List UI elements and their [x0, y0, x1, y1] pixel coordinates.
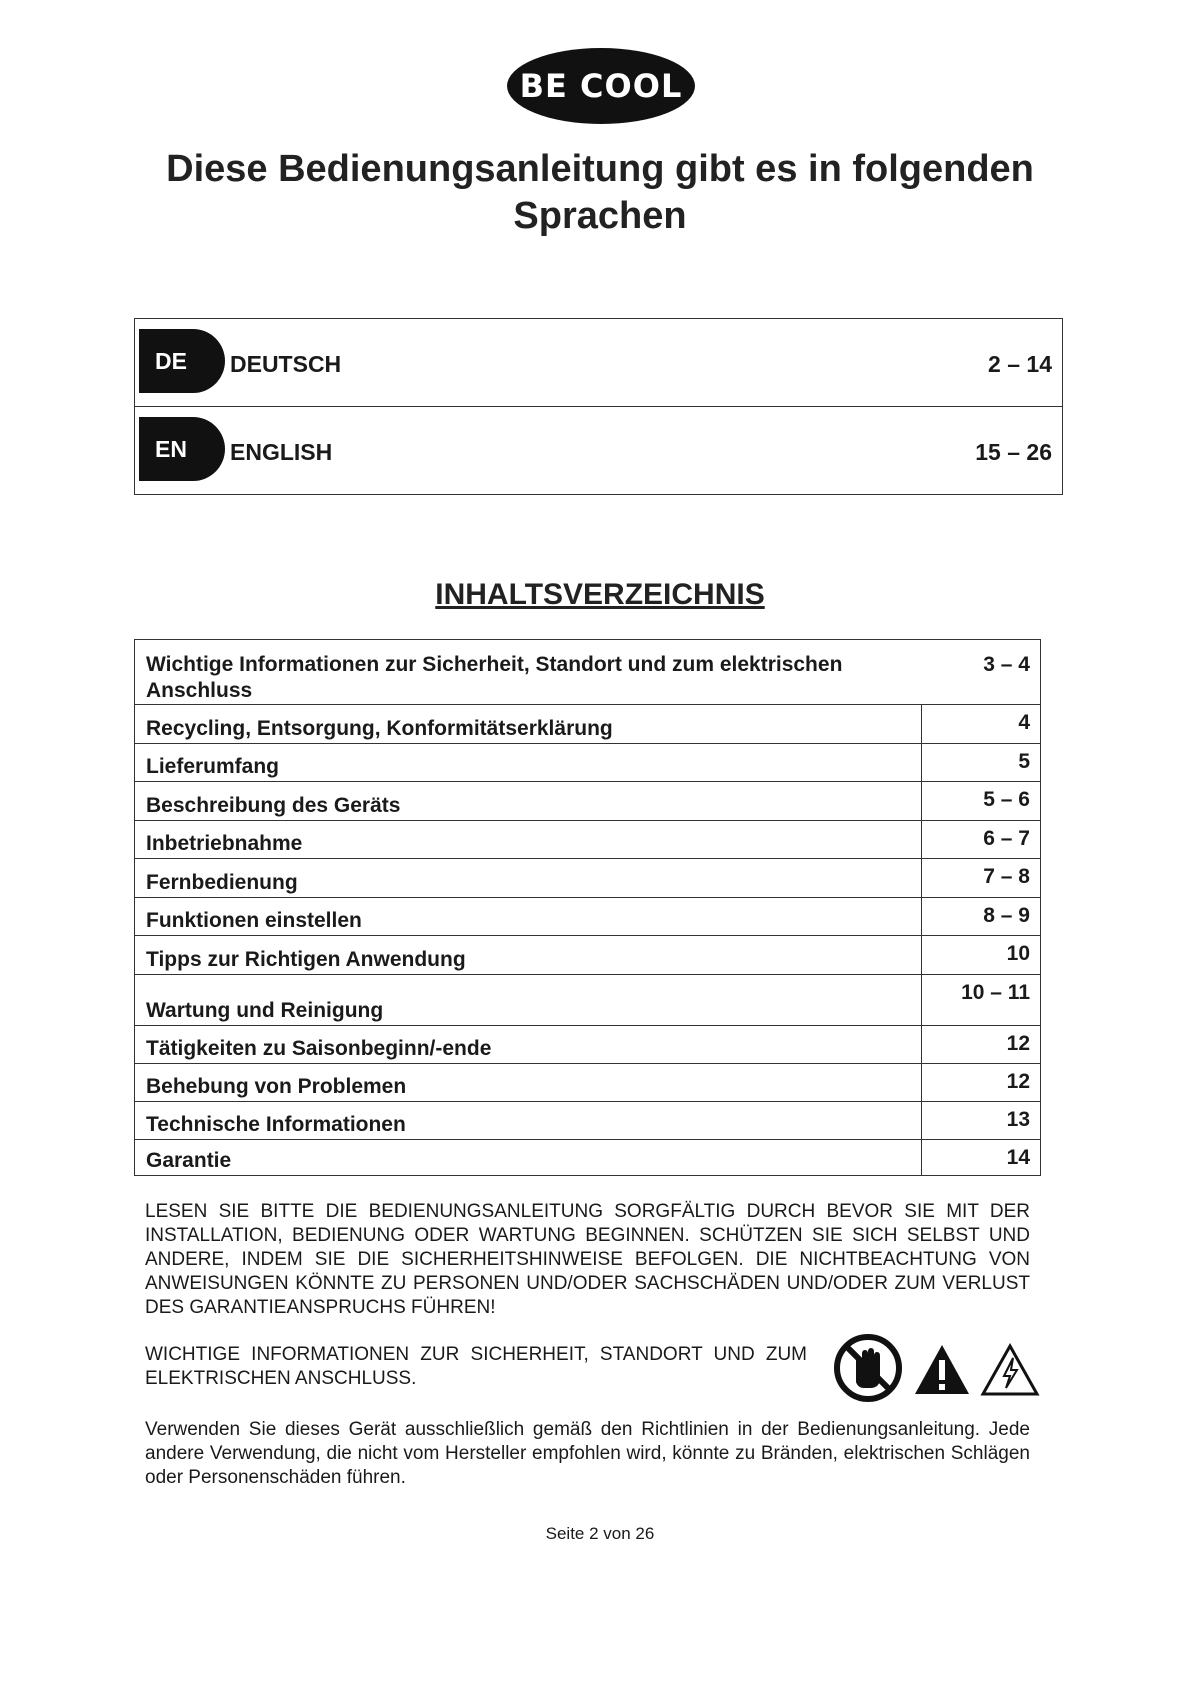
toc-title: Technische Informationen: [146, 1113, 406, 1136]
toc-pages: 10 – 11: [961, 981, 1030, 1004]
toc-pages: 7 – 8: [983, 865, 1030, 888]
toc-title: Recycling, Entsorgung, Konformitätserklärung: [146, 717, 613, 740]
toc-row: [135, 743, 1040, 781]
toc-pages: 14: [1006, 1146, 1030, 1169]
toc-pages: 3 – 4: [983, 653, 1030, 676]
toc-row: [135, 1063, 1040, 1101]
toc-row: [135, 704, 1040, 743]
language-pages: 2 – 14: [988, 351, 1052, 377]
toc-title: Lieferumfang: [146, 755, 280, 778]
toc-row: [135, 897, 1040, 935]
toc-title: Behebung von Problemen: [146, 1075, 407, 1098]
toc-pages: 5 – 6: [983, 788, 1030, 811]
language-name: DEUTSCH: [230, 351, 342, 377]
no-touch-icon: [832, 1332, 904, 1404]
electric-hazard-icon: [980, 1342, 1040, 1398]
toc-pages: 12: [1006, 1070, 1030, 1093]
toc-table: [134, 639, 1041, 1176]
toc-title: Garantie: [146, 1149, 232, 1172]
toc-title: Funktionen einstellen: [146, 909, 362, 932]
toc-title: Tätigkeiten zu Saisonbeginn/-ende: [146, 1037, 492, 1060]
toc-row: [135, 781, 1040, 820]
toc-pages: 10: [1006, 942, 1030, 965]
usage-paragraph: Verwenden Sie dieses Gerät ausschließlich gemäß den Richtlinien in der Bedienungsanleitung. Jede andere Verwendung, die nicht vom Hersteller empfohlen wird, könnte zu Bränden, elektrischen Schlägen oder Personenschäden führen.: [145, 1419, 1030, 1488]
language-row-de: [135, 319, 1062, 407]
toc-heading: INHALTSVERZEICHNIS: [435, 578, 765, 611]
language-pages: 15 – 26: [975, 439, 1052, 465]
language-code-badge: EN: [139, 417, 225, 481]
language-table: [134, 318, 1063, 495]
toc-title: Tipps zur Richtigen Anwendung: [146, 948, 466, 971]
page-footer: Seite 2 von 26: [545, 1524, 655, 1543]
brand-logo: [507, 48, 695, 124]
toc-title: Beschreibung des Geräts: [146, 794, 401, 817]
toc-row: [135, 1139, 1040, 1175]
toc-row: [135, 935, 1040, 974]
toc-row: [135, 974, 1040, 1025]
toc-row: [135, 858, 1040, 897]
toc-pages: 6 – 7: [983, 827, 1030, 850]
toc-pages: 5: [1018, 750, 1030, 773]
toc-row: [135, 1101, 1040, 1139]
toc-pages: 12: [1006, 1032, 1030, 1055]
language-row-en: [135, 407, 1062, 495]
language-code-badge: DE: [139, 329, 225, 393]
safety-heading: WICHTIGE INFORMATIONEN ZUR SICHERHEIT, STANDORT UND ZUM ELEKTRISCHEN ANSCHLUSS.: [145, 1344, 807, 1389]
warning-icon: [912, 1342, 972, 1398]
intro-warning-text: LESEN SIE BITTE DIE BEDIENUNGSANLEITUNG SORGFÄLTIG DURCH BEVOR SIE MIT DER INSTALLATION, BEDIENUNG ODER WARTUNG BEGINNEN. SCHÜTZEN SIE SICH SELBST UND ANDERE, INDEM SIE DIE SICHERHEITSHINWEISE BEFOLGEN. DIE NICHTBEACHTUNG VON ANWEISUNGEN KÖNNTE ZU PERSONEN UND/ODER SACHSCHÄDEN UND/ODER ZUM VERLUST DES GARANTIEANSPRUCHS FÜHREN!: [145, 1201, 1030, 1318]
language-name: ENGLISH: [230, 439, 333, 465]
toc-pages: 4: [1018, 711, 1030, 734]
toc-row: [135, 820, 1040, 858]
safety-icons: [832, 1332, 1042, 1407]
toc-pages: 8 – 9: [983, 904, 1030, 927]
toc-pages: 13: [1006, 1108, 1030, 1131]
toc-row: [135, 1025, 1040, 1063]
toc-title: Wichtige Informationen zur Sicherheit, Standort und zum elektrischen Anschluss: [146, 653, 843, 702]
toc-title: Inbetriebnahme: [146, 832, 303, 855]
toc-title: Fernbedienung: [146, 871, 298, 894]
brand-logo-text: BE COOL: [519, 67, 683, 105]
page-title: Diese Bedienungsanleitung gibt es in folgenden Sprachen: [166, 148, 1034, 237]
toc-row: [135, 640, 1040, 704]
toc-title: Wartung und Reinigung: [146, 999, 384, 1022]
